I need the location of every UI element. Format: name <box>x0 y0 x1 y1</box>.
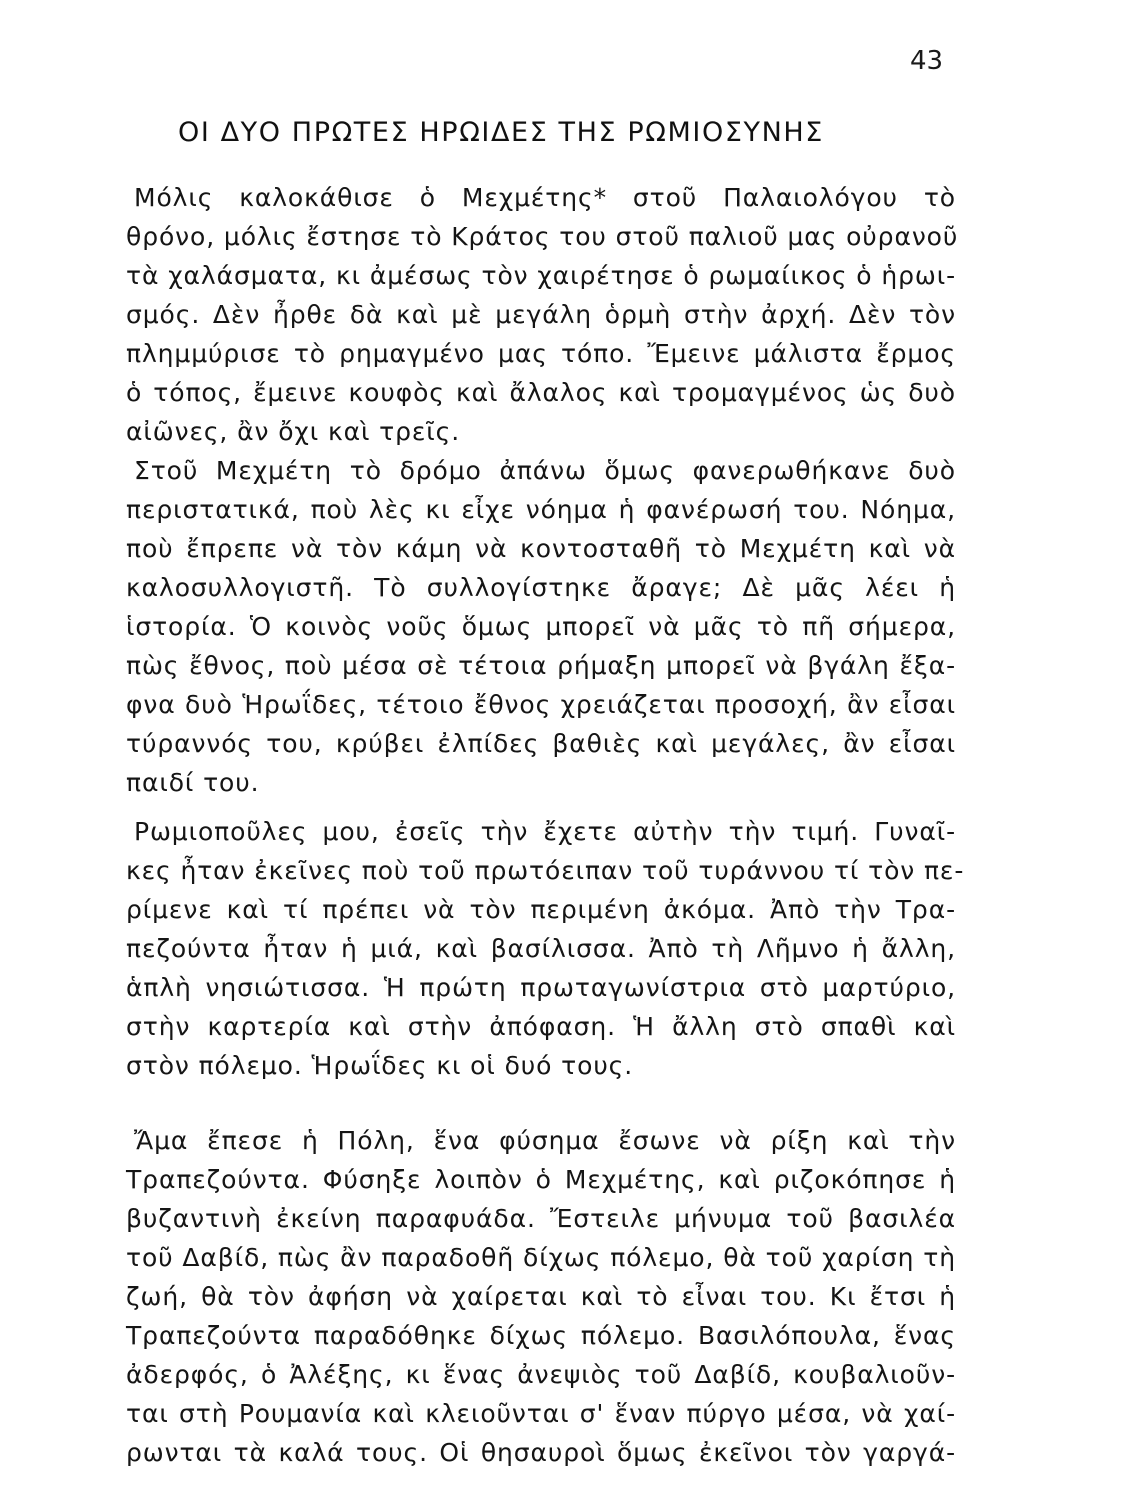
text-line: Ἄμα ἔπεσε ἡ Πόλη, ἕνα φύσημα ἔσωνε νὰ ρίξη καὶ τὴν <box>134 1126 956 1155</box>
text-line: τὰ χαλάσματα, κι ἀμέσως τὸν χαιρέτησε ὁ ρωμαίικος ὁ ἡρωι- <box>126 261 956 290</box>
text-line: περιστατικά, ποὺ λὲς κι εἶχε νόημα ἡ φανέρωσή του. Νόημα, <box>126 495 956 524</box>
text-line: καλοσυλλογιστῆ. Τὸ συλλογίστηκε ἄραγε; Δὲ μᾶς λέει ἡ <box>126 573 956 602</box>
chapter-title: ΟΙ ΔΥΟ ΠΡΩΤΕΣ ΗΡΩΙΔΕΣ ΤΗΣ ΡΩΜΙΟΣΥΝΗΣ <box>178 117 824 148</box>
text-line: Στοῦ Μεχμέτη τὸ δρόμο ἀπάνω ὅμως φανερωθήκανε δυὸ <box>134 456 956 485</box>
text-line: ρωνται τὰ καλά τους. Οἱ θησαυροὶ ὅμως ἐκεῖνοι τὸν γαργά- <box>126 1438 956 1467</box>
text-line: ποὺ ἔπρεπε νὰ τὸν κάμη νὰ κοντοσταθῆ τὸ Μεχμέτη καὶ νὰ <box>126 534 956 563</box>
text-line: αἰῶνες, ἂν ὄχι καὶ τρεῖς. <box>126 417 461 446</box>
text-line: ὁ τόπος, ἔμεινε κουφὸς καὶ ἄλαλος καὶ τρομαγμένος ὡς δυὸ <box>126 378 956 407</box>
text-line: πὼς ἔθνος, ποὺ μέσα σὲ τέτοια ρήμαξη μπορεῖ νὰ βγάλη ἔξα- <box>126 651 956 680</box>
text-line: ἱστορία. Ὁ κοινὸς νοῦς ὅμως μπορεῖ νὰ μᾶς τὸ πῆ σήμερα, <box>126 612 956 641</box>
text-line: Ρωμιοποῦλες μου, ἐσεῖς τὴν ἔχετε αὐτὴν τὴν τιμή. Γυναῖ- <box>134 817 956 846</box>
text-line: φνα δυὸ Ἡρωΐδες, τέτοιο ἔθνος χρειάζεται προσοχή, ἂν εἶσαι <box>126 690 956 719</box>
text-line: βυζαντινὴ ἐκείνη παραφυάδα. Ἔστειλε μήνυμα τοῦ βασιλέα <box>126 1204 956 1233</box>
text-line: ἁπλὴ νησιώτισσα. Ἡ πρώτη πρωταγωνίστρια στὸ μαρτύριο, <box>126 973 956 1002</box>
text-line: ἀδερφός, ὁ Ἀλέξης, κι ἕνας ἀνεψιὸς τοῦ Δαβίδ, κουβαλιοῦν- <box>126 1360 956 1389</box>
text-line: Μόλις καλοκάθισε ὁ Μεχμέτης* στοῦ Παλαιολόγου τὸ <box>134 183 956 212</box>
text-line: τύραννός του, κρύβει ἐλπίδες βαθιὲς καὶ μεγάλες, ἂν εἶσαι <box>126 729 956 758</box>
text-line: θρόνο, μόλις ἔστησε τὸ Κράτος του στοῦ παλιοῦ μας οὐρανοῦ <box>126 222 959 251</box>
text-line: στὸν πόλεμο. Ἡρωΐδες κι οἱ δυό τους. <box>126 1051 634 1080</box>
text-line: πεζούντα ἦταν ἡ μιά, καὶ βασίλισσα. Ἀπὸ τὴ Λῆμνο ἡ ἄλλη, <box>126 934 956 963</box>
text-line: ζωή, θὰ τὸν ἀφήση νὰ χαίρεται καὶ τὸ εἶναι του. Κι ἔτσι ἡ <box>126 1282 956 1311</box>
text-line: σμός. Δὲν ἦρθε δὰ καὶ μὲ μεγάλη ὁρμὴ στὴν ἀρχή. Δὲν τὸν <box>126 300 956 329</box>
text-line: τοῦ Δαβίδ, πὼς ἂν παραδοθῆ δίχως πόλεμο, θὰ τοῦ χαρίση τὴ <box>126 1243 956 1272</box>
text-line: κες ἦταν ἐκεῖνες ποὺ τοῦ πρωτόειπαν τοῦ τυράννου τί τὸν πε- <box>126 856 965 885</box>
text-line: Τραπεζούντα. Φύσηξε λοιπὸν ὁ Μεχμέτης, καὶ ριζοκόπησε ἡ <box>126 1165 956 1194</box>
text-line: ται στὴ Ρουμανία καὶ κλειοῦνται σ' ἕναν πύργο μέσα, νὰ χαί- <box>126 1399 956 1428</box>
text-line: Τραπεζούντα παραδόθηκε δίχως πόλεμο. Βασιλόπουλα, ἕνας <box>126 1321 956 1350</box>
page-number: 43 <box>910 46 944 76</box>
text-line: παιδί του. <box>126 768 260 797</box>
text-line: ρίμενε καὶ τί πρέπει νὰ τὸν περιμένη ἀκόμα. Ἀπὸ τὴν Τρα- <box>126 895 956 924</box>
text-line: στὴν καρτερία καὶ στὴν ἀπόφαση. Ἡ ἄλλη στὸ σπαθὶ καὶ <box>126 1012 956 1041</box>
text-line: πλημμύρισε τὸ ρημαγμένο μας τόπο. Ἔμεινε μάλιστα ἔρμος <box>126 339 956 368</box>
